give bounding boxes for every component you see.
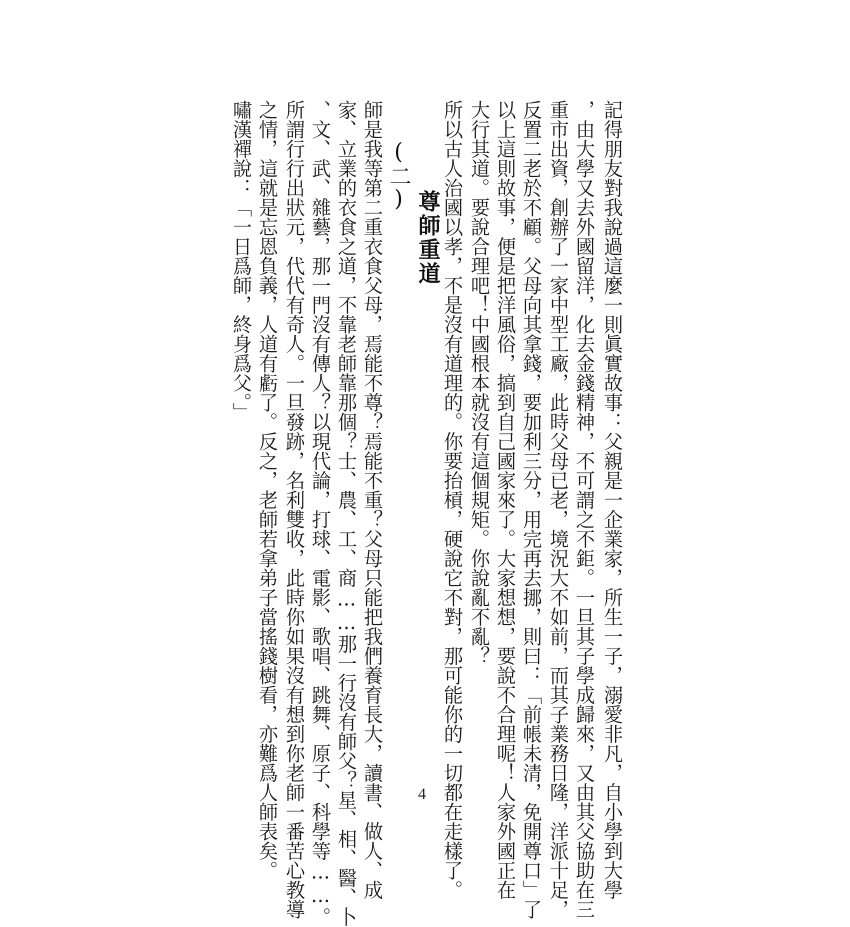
text-column-7: 所以古人治國以孝，不是沒有道理的。你要抬槓，硬說它不對，那可能你的一切都在走樣了。 (441, 100, 464, 900)
text-column-1: 記得朋友對我說過這麼一則眞實故事：父親是一企業家，所生一子，溺愛非凡，自小學到大學 (601, 100, 624, 900)
text-column-4: 反置二老於不顧。父母向其拿錢，要加利三分，用完再去挪，則曰：「前帳未清，免開尊口」了 (520, 100, 543, 919)
page-number: 4 (418, 786, 426, 803)
text-column-2: ，由大學又去外國留洋，化去金錢精神，不可謂之不鉅。一旦其子學成歸來，又由其父協助在三 (573, 100, 596, 919)
text-column-3: 重市出資，創辦了一家中型工廠，此時父母已老，境況大不如前，而其子業務日隆，洋派十足， (547, 100, 570, 919)
text-column-11: 所謂行行出狀元，代代有奇人。一旦發跡，名利雙收，此時你如果沒有想到你老師一番苦心教導 (283, 100, 306, 919)
text-column-5: 以上這則故事，便是把洋風俗，搞到自己國家來了。大家想想，要說不合理呢！人家外國正在 (494, 100, 517, 900)
text-column-10: 、文、武、雜藝，那一門沒有傳人？以現代論，打球、電影、歌唱、跳舞、原子、科學等……。 (309, 100, 332, 927)
text-column-8: 師是我等第二重衣食父母，焉能不尊？焉能不重？父母只能把我們養育長大，讀書、做人、成 (361, 100, 384, 900)
section-title: 尊師重道 (415, 190, 440, 286)
text-column-9: 家、立業的衣食之道，不靠老師靠那個？士、農、工、商……那一行沒有師父？星、相、醫、卜 (335, 100, 358, 927)
text-column-12: 之情，這就是忘恩負義，人道有虧了。反之，老師若拿弟子當搖錢樹看，亦難爲人師表矣。 (256, 100, 279, 880)
text-column-6: 大行其道。要說合理吧！中國根本就沒有這個規矩。你說亂不亂？ (468, 100, 491, 666)
text-column-13: 嘯漢禪說：「一日爲師，終身爲父。」 (230, 100, 253, 422)
section-number: (二) (386, 140, 411, 212)
